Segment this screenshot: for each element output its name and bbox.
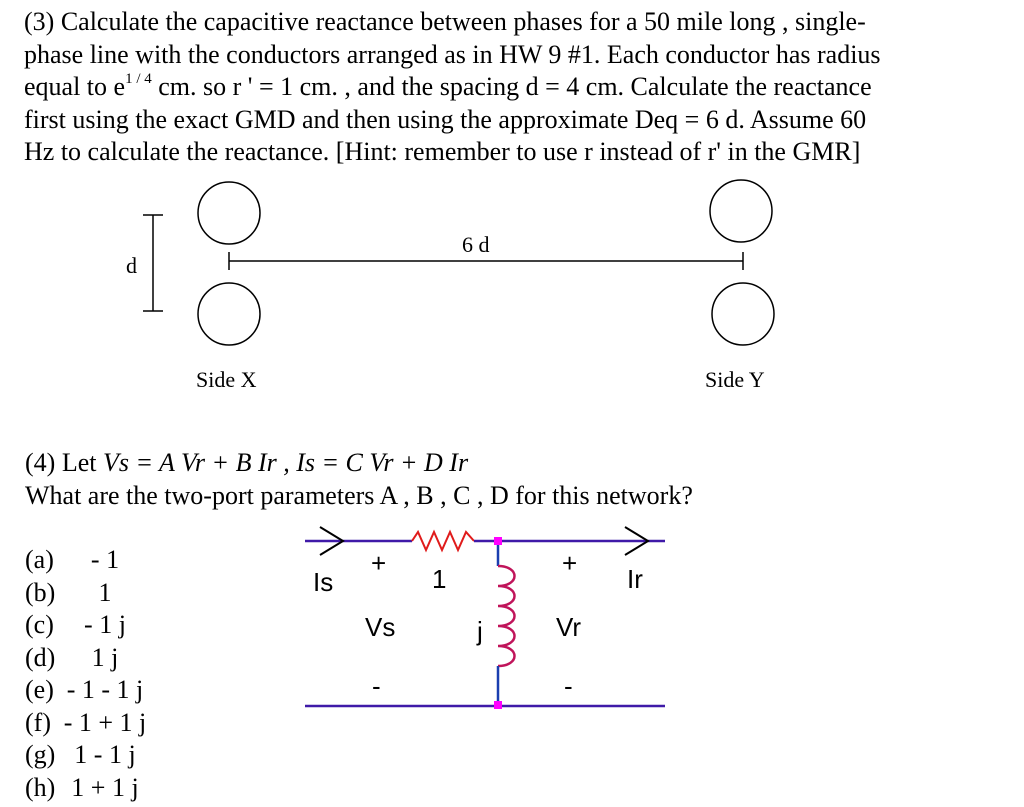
option-value: 1 [98,577,112,607]
problem-3-line-4: first using the exact GMD and then using the approximate Deq = 6 d. Assume 60 [24,104,867,134]
option-value: 1 + 1 j [71,772,139,802]
equation-is: Is = C Vr + D Ir [296,448,469,477]
label-is: Is [313,567,334,597]
label-inductor-value: j [477,616,483,646]
option-value: 1 - 1 j [74,740,136,769]
bottom-node [494,701,502,709]
exponent: 1 / 4 [125,71,152,87]
resistor [412,532,474,550]
label-minus-left: - [372,671,381,701]
label-vr: Vr [556,612,582,642]
option-value: - 1 - 1 j [66,675,144,704]
label-minus-right: - [564,671,573,701]
label-6d: 6 d [462,232,490,257]
label-plus-left: + [371,548,387,578]
problem-3-line-5: Hz to calculate the reactance. [Hint: remember to use r instead of r' in the GMR] [24,137,861,166]
option-key: (f) [25,707,51,737]
option-value: - 1 + 1 j [63,707,147,737]
option-key: (b) [25,577,56,607]
equation-separator: , [276,448,297,477]
option-key: (e) [25,675,54,704]
option-key: (a) [25,545,54,574]
label-resistor-value: 1 [432,564,447,594]
option-value: - 1 [90,545,120,574]
equation-vs: Vs = A Vr + B Ir [102,448,277,477]
label-side-y: Side Y [705,367,765,392]
label-vs: Vs [365,612,396,642]
top-node [494,537,502,545]
line-3-suffix: cm. so r ' = 1 cm. , and the spacing d = 4 cm. Calculate the reactance [151,72,872,101]
option-value: 1 j [91,642,119,672]
option-key: (d) [25,642,56,672]
option-key: (h) [25,772,56,802]
inductor [498,566,515,666]
problem-4-prefix: (4) Let [25,448,103,477]
problem-3-line-1: (3) Calculate the capacitive reactance between phases for a 50 mile long , single- [24,7,866,36]
problem-4-line-2: What are the two-port parameters A , B , C , D for this network? [25,481,693,510]
problem-3-line-2: phase line with the conductors arranged as in HW 9 #1. Each conductor has radius [24,39,881,69]
label-plus-right: + [562,548,578,578]
label-d: d [126,253,137,278]
option-value: - 1 j [84,610,126,639]
label-ir: Ir [627,564,643,594]
option-key: (c) [25,610,54,639]
line-3-prefix: equal to e [24,72,126,101]
label-side-x: Side X [196,367,257,392]
option-key: (g) [25,740,56,769]
